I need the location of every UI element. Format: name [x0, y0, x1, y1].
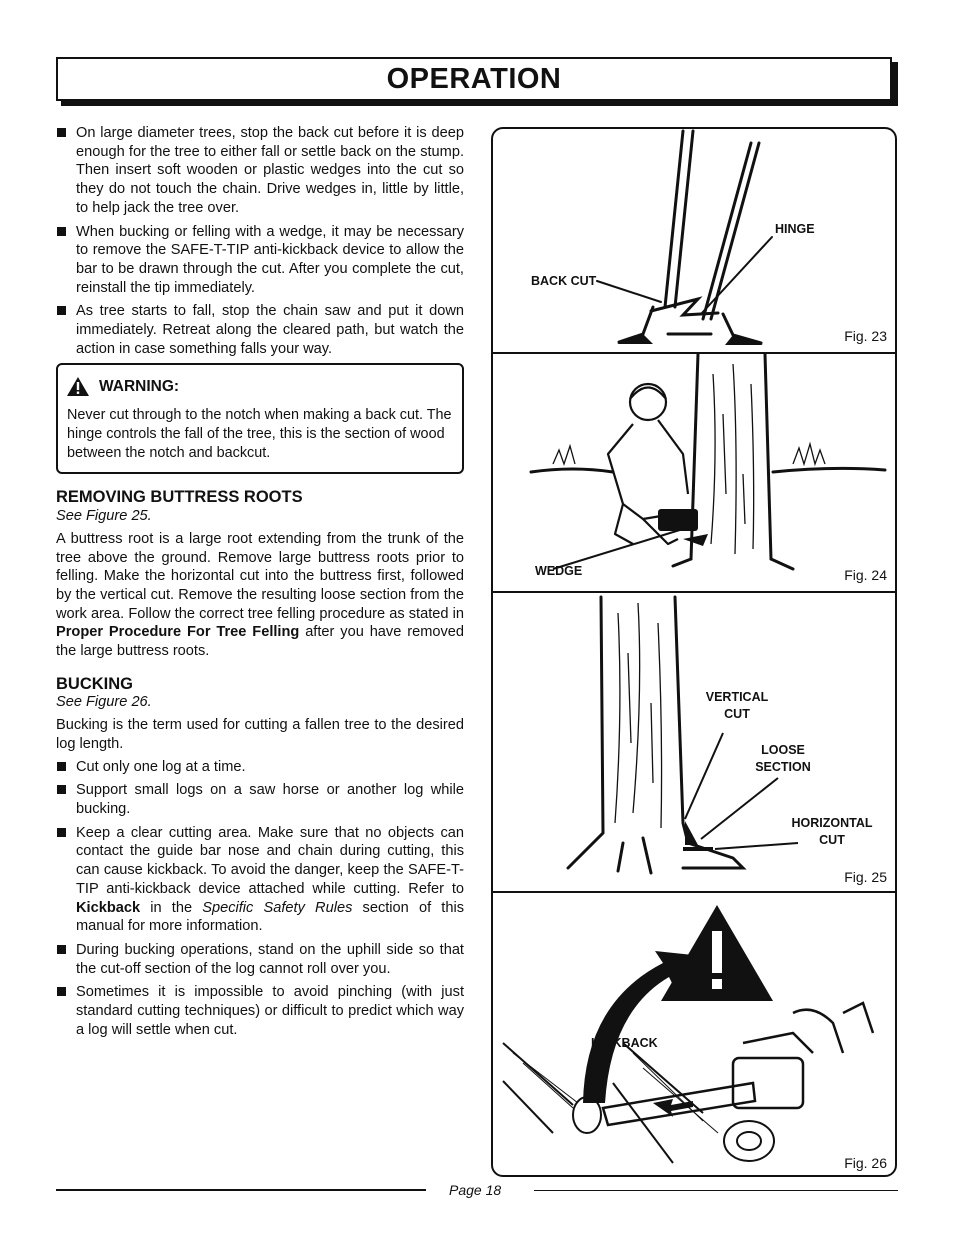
bullet-square-icon [57, 306, 66, 315]
callout-hinge: HINGE [775, 222, 815, 236]
bullet-square-icon [57, 762, 66, 771]
figure-label: Fig. 24 [844, 567, 887, 583]
buttress-paragraph: A buttress root is a large root extending from the trunk of the tree above the ground. Remove large buttress roots prior to felling. Make the horizontal cut into the buttress first, followed by the vertical cut. Remove the resulting loose section from the work area. Follow the correct tree felling procedure as stated in Proper Procedure For Tree Felling after you have removed the large buttress roots. [56, 530, 464, 660]
bullet-square-icon [57, 945, 66, 954]
figure-25 [493, 593, 895, 893]
tree-notch-illustration [493, 129, 895, 354]
callout-horizontal-cut: HORIZONTAL CUT [791, 816, 873, 847]
warning-header [67, 377, 454, 396]
figure-reference: See Figure 25. [56, 508, 152, 525]
list-item: Sometimes it is impossible to avoid pinching (with just standard cutting techniques) or difficult to predict which way a log will settle when cut. [56, 983, 464, 1039]
wedge-felling-illustration [493, 354, 895, 593]
buttress-root-illustration [493, 593, 895, 893]
figure-label: Fig. 26 [844, 1155, 887, 1171]
warning-box [56, 363, 464, 474]
intro-bullet-list [56, 124, 464, 358]
list-item: As tree starts to fall, stop the chain saw and put it down immediately. Retreat along the cleared path, but watch the action in case something falls your way. [56, 302, 464, 358]
callout-loose-section: LOOSE SECTION [755, 743, 811, 774]
warning-text: Never cut through to the notch when making a back cut. The hinge controls the fall of the tree, this is the section of wood between the notch and backcut. [67, 407, 452, 462]
section-heading-bucking: BUCKING [56, 674, 133, 693]
footer-rule-right [534, 1190, 898, 1191]
figure-reference: See Figure 26. [56, 694, 152, 711]
warning-title: WARNING: [99, 377, 180, 395]
page-title: OPERATION [386, 62, 562, 95]
bucking-bullet-list [56, 758, 464, 1040]
list-item: When bucking or felling with a wedge, it may be necessary to remove the SAFE-T-TIP anti-kickback device to allow the bar to be drawn through the cut. After you complete the cut, reinstall the tip immediately. [56, 223, 464, 298]
bullet-square-icon [57, 828, 66, 837]
figure-panel [491, 127, 897, 1177]
kickback-illustration [493, 893, 895, 1177]
left-column [56, 124, 464, 1044]
list-item: On large diameter trees, stop the back cut before it is deep enough for the tree to either fall or settle back on the stump. Then insert soft wooden or plastic wedges into the cut so they do not touch the chain. Drive wedges in, little by little, to help jack the tree over. [56, 124, 464, 218]
figure-26 [493, 893, 895, 1177]
bullet-square-icon [57, 987, 66, 996]
bucking-paragraph: Bucking is the term used for cutting a fallen tree to the desired log length. [56, 717, 464, 752]
bullet-square-icon [57, 227, 66, 236]
page-number: Page 18 [449, 1182, 502, 1198]
list-item: Cut only one log at a time. [56, 758, 464, 777]
callout-kickback: KICKBACK [591, 1036, 658, 1050]
footer-rule-left [56, 1189, 426, 1191]
bullet-square-icon [57, 785, 66, 794]
figure-label: Fig. 25 [844, 869, 887, 885]
warning-triangle-icon [661, 905, 773, 1001]
callout-vertical-cut: VERTICAL CUT [705, 690, 769, 721]
list-item: Keep a clear cutting area. Make sure that no objects can contact the guide bar nose and chain during cutting, this can cause kickback. To avoid the danger, keep the SAFE-T-TIP anti-kickback device attached while cutting. Refer to Kickback in the Specific Safety Rules section of this manual for more information. [56, 824, 464, 936]
page-header [56, 57, 892, 101]
section-heading-buttress: REMOVING BUTTRESS ROOTS [56, 488, 303, 507]
figure-label: Fig. 23 [844, 328, 887, 344]
callout-back-cut: BACK CUT [531, 274, 597, 288]
list-item: Support small logs on a saw horse or another log while bucking. [56, 781, 464, 818]
callout-wedge: WEDGE [535, 564, 583, 578]
bullet-square-icon [57, 128, 66, 137]
list-item: During bucking operations, stand on the uphill side so that the cut-off section of the log cannot roll over you. [56, 941, 464, 978]
warning-triangle-icon [67, 377, 89, 396]
figure-24 [493, 354, 895, 593]
figure-23 [493, 129, 895, 354]
